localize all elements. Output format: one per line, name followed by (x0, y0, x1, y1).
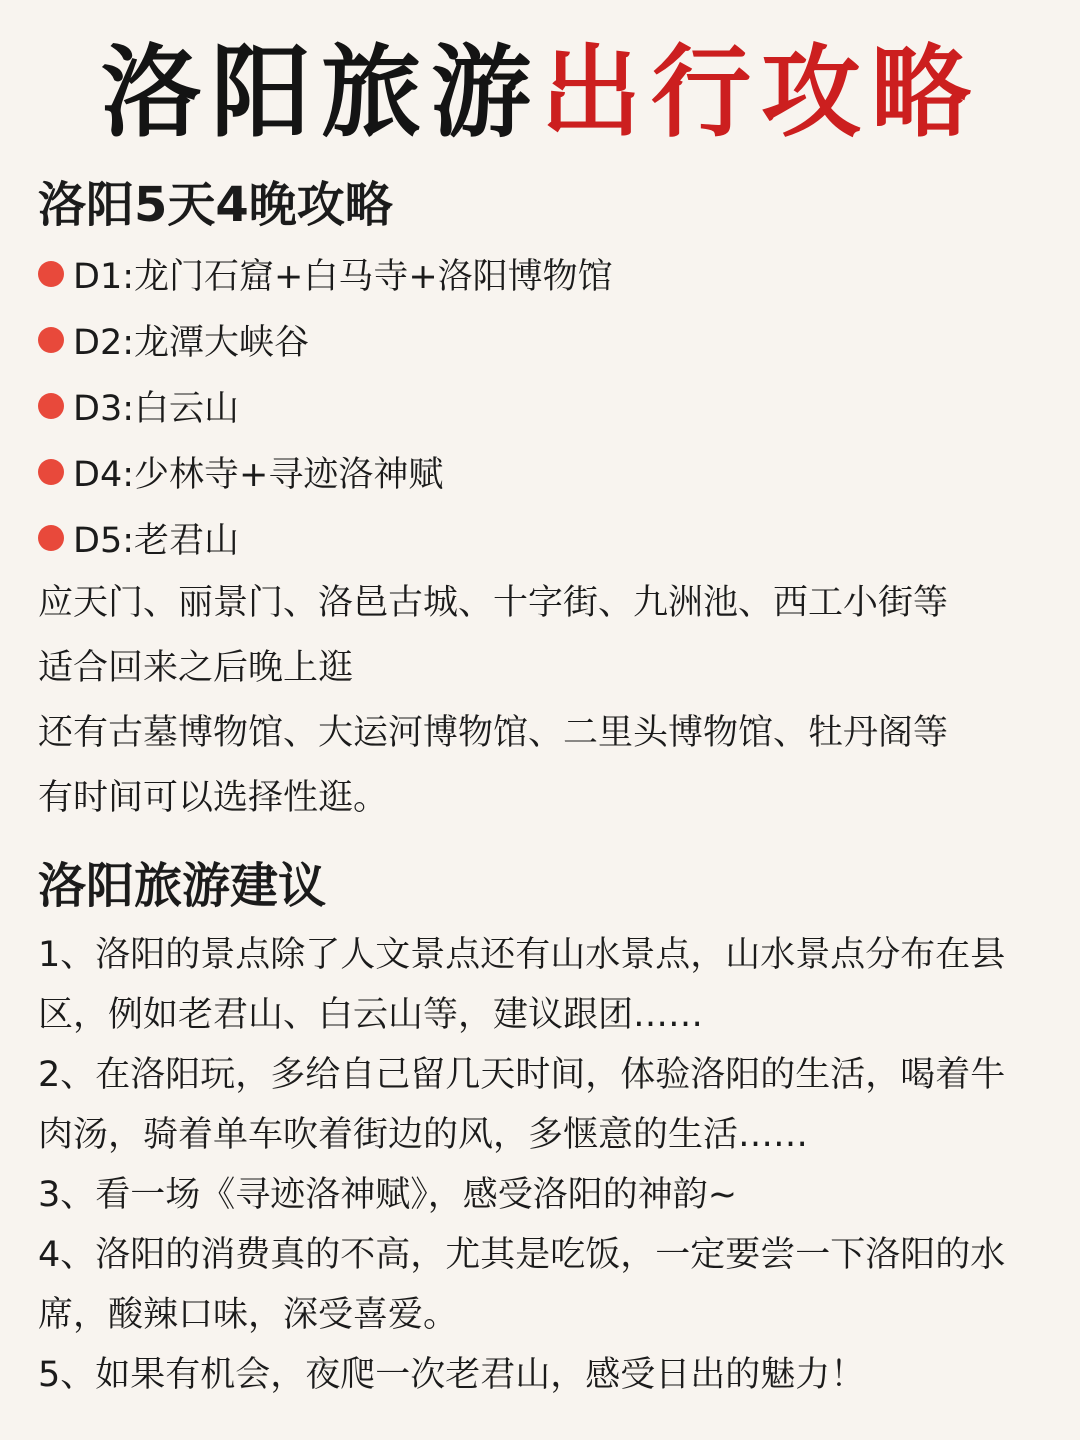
tips-heading: 洛阳旅游建议 (38, 858, 327, 914)
tip-item: 4、洛阳的消费真的不高，尤其是吃饭，一定要尝一下洛阳的水 席，酸辣口味，深受喜爱。 (38, 1235, 1006, 1335)
tip-item: 2、在洛阳玩，多给自己留几天时间，体验洛阳的生活，喝着牛 肉汤，骑着单车吹着街边的风，多惬意的生活…… (38, 1055, 1006, 1155)
itinerary-heading: 洛阳5天4晚攻略 (38, 177, 393, 233)
main-title (38, 30, 1044, 155)
tip-item: 3、看一场《寻迹洛神赋》，感受洛阳的神韵~ (38, 1175, 738, 1215)
main-title-part2: 出行攻略 (541, 33, 981, 151)
list-item (38, 505, 1044, 571)
note-line: 有时间可以选择性逛。 (38, 778, 389, 818)
red-dot-icon (38, 261, 64, 287)
note-line: 应天门、丽景门、洛邑古城、十字街、九洲池、西工小街等 (38, 583, 949, 623)
list-item (38, 241, 1044, 307)
list-item (38, 373, 1044, 439)
day-text: D3:白云山 (73, 389, 240, 429)
note-line: 适合回来之后晚上逛 (38, 648, 354, 688)
tips-list (38, 925, 1044, 1405)
day-text: D2:龙潭大峡谷 (73, 323, 310, 363)
day-text: D1:龙门石窟+白马寺+洛阳博物馆 (73, 257, 613, 297)
red-dot-icon (38, 327, 64, 353)
day-text: D5:老君山 (73, 521, 240, 561)
list-item (38, 307, 1044, 373)
itinerary-notes (38, 571, 1044, 831)
red-dot-icon (38, 393, 64, 419)
day-text: D4:少林寺+寻迹洛神赋 (73, 455, 444, 495)
red-dot-icon (38, 459, 64, 485)
tip-item: 5、如果有机会，夜爬一次老君山，感受日出的魅力！ (38, 1355, 866, 1395)
itinerary-list (38, 241, 1044, 571)
red-dot-icon (38, 525, 64, 551)
tip-item: 1、洛阳的景点除了人文景点还有山水景点，山水景点分布在县 区，例如老君山、白云山等，建议跟团…… (38, 935, 1006, 1035)
note-line: 还有古墓博物馆、大运河博物馆、二里头博物馆、牡丹阁等 (38, 713, 949, 753)
main-title-part1: 洛阳旅游 (101, 33, 541, 151)
list-item (38, 439, 1044, 505)
